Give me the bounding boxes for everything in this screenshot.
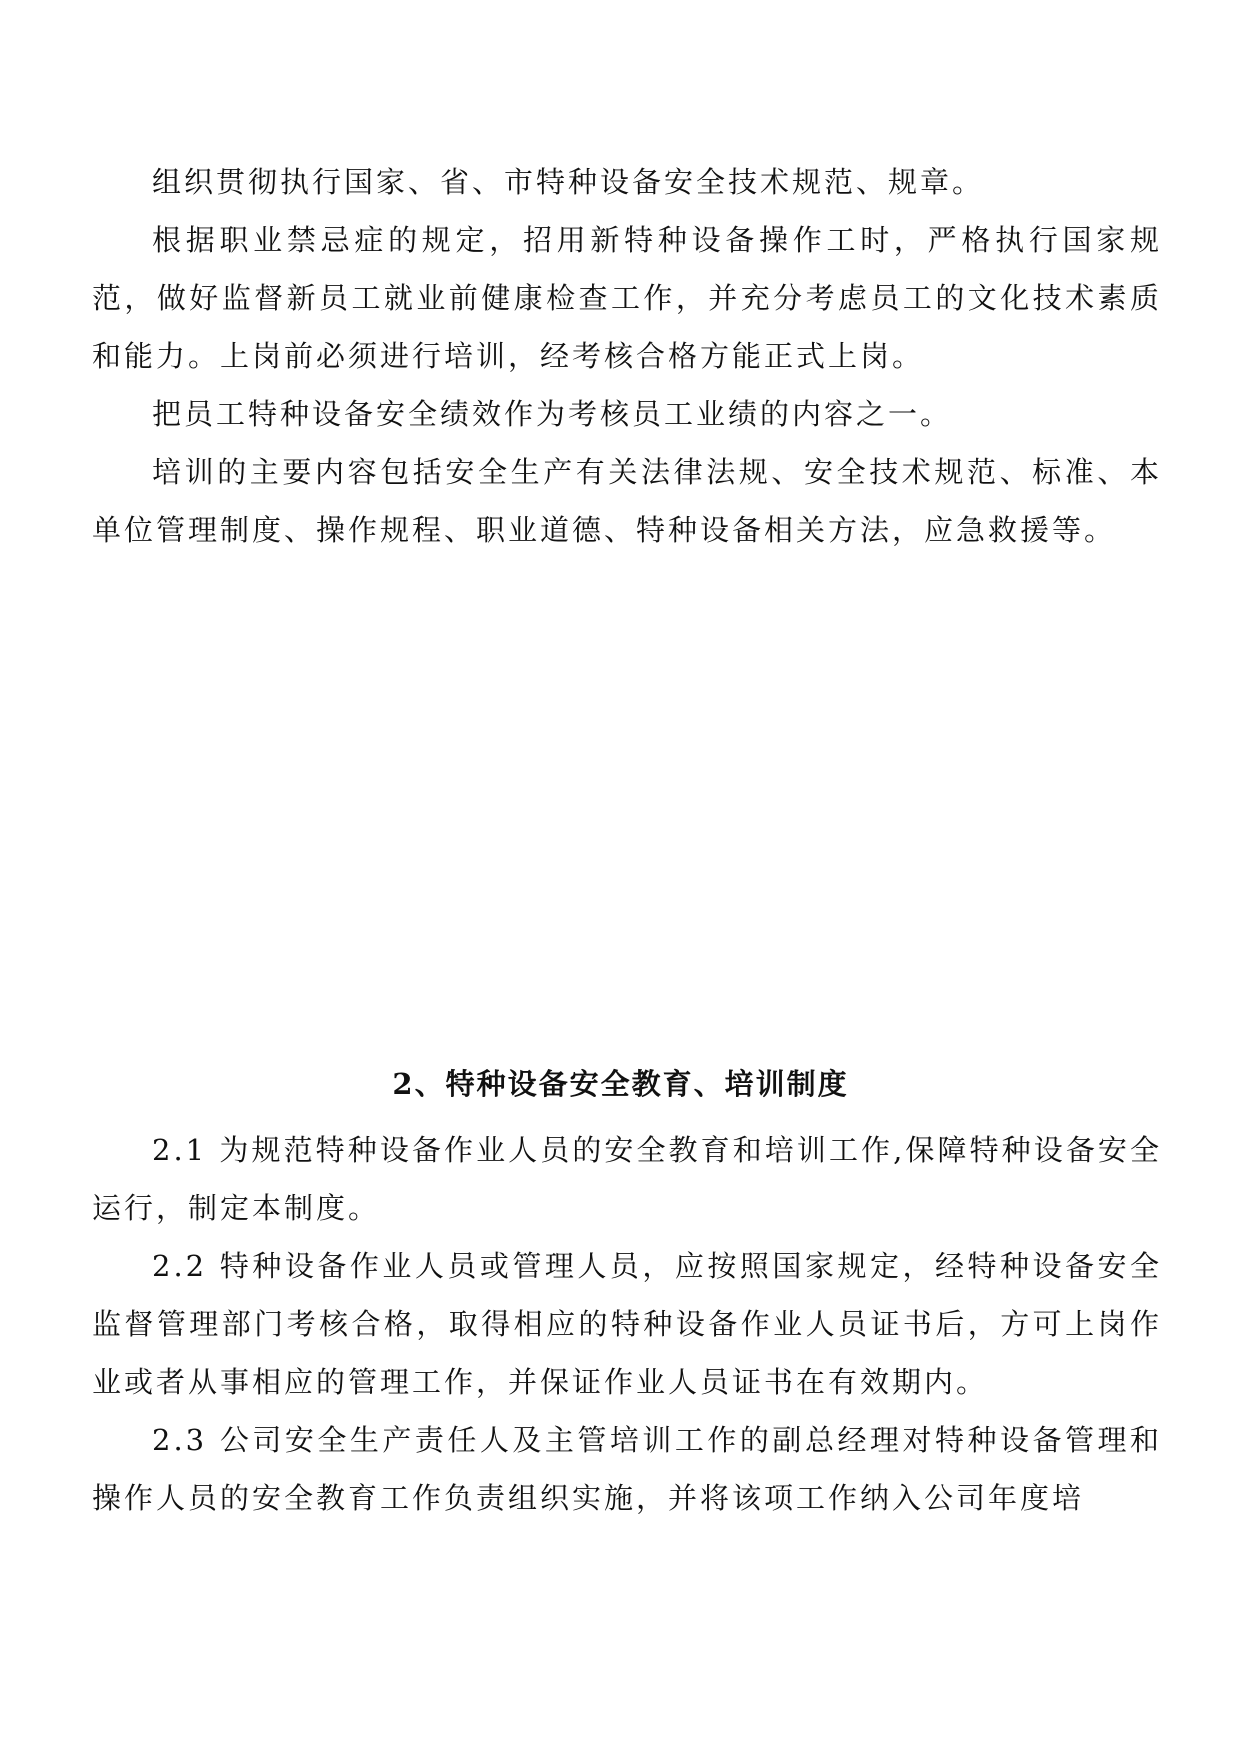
paragraph-training-content: 培训的主要内容包括安全生产有关法律法规、安全技术规范、标准、本单位管理制度、操作规程、职业道德、特种设备相关方法，应急救援等。 bbox=[92, 455, 1162, 547]
paragraph-implement-regulations: 组织贯彻执行国家、省、市特种设备安全技术规范、规章。 bbox=[152, 165, 985, 199]
paragraph-health-check: 根据职业禁忌症的规定，招用新特种设备操作工时，严格执行国家规范，做好监督新员工就业前健康检查工作，并充分考虑员工的文化技术素质和能力。上岗前必须进行培训，经考核合格方能正式上岗。 bbox=[92, 223, 1162, 373]
paragraph-2-2: 2.2 特种设备作业人员或管理人员，应按照国家规定，经特种设备安全监督管理部门考核合格，取得相应的特种设备作业人员证书后，方可上岗作业或者从事相应的管理工作，并保证作业人员证书在有效期内。 bbox=[92, 1249, 1162, 1399]
paragraph-2-3: 2.3 公司安全生产责任人及主管培训工作的副总经理对特种设备管理和操作人员的安全教育工作负责组织实施，并将该项工作纳入公司年度培 bbox=[92, 1423, 1162, 1515]
section-heading: 2、特种设备安全教育、培训制度 bbox=[392, 1067, 849, 1101]
paragraph-2-1: 2.1 为规范特种设备作业人员的安全教育和培训工作,保障特种设备安全运行，制定本制度。 bbox=[92, 1133, 1162, 1225]
paragraph-performance: 把员工特种设备安全绩效作为考核员工业绩的内容之一。 bbox=[152, 397, 953, 431]
